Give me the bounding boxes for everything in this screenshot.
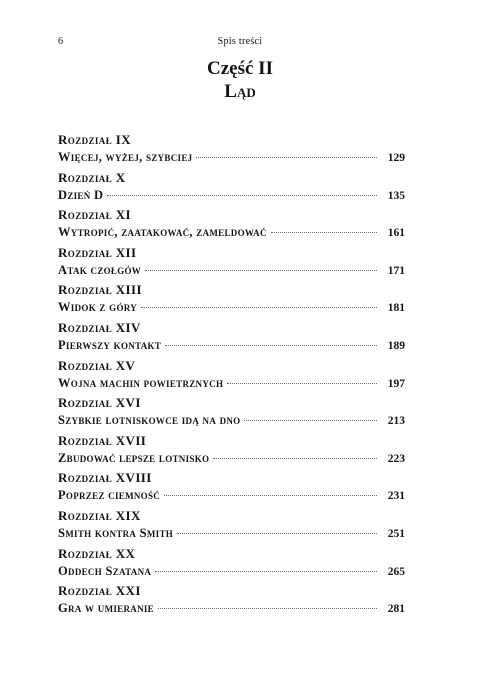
page-ref: 181 <box>387 302 405 315</box>
chapter-label: Rozdział XIX <box>58 507 141 523</box>
toc-entry[interactable] <box>58 320 405 358</box>
chapter-label: Rozdział XVII <box>58 432 147 448</box>
toc-entry[interactable] <box>58 395 405 433</box>
dot-leader <box>177 533 377 534</box>
title-row <box>58 337 405 353</box>
page-ref: 213 <box>387 415 405 428</box>
toc-entry[interactable] <box>58 433 405 471</box>
chapter-title: Zbudować lepsze lotnisko <box>58 450 210 465</box>
chapter-title: Wojna machin powietrznych <box>58 375 224 390</box>
title-row <box>58 262 405 278</box>
dot-leader <box>158 608 377 609</box>
page-ref: 265 <box>387 565 405 578</box>
chapter-title: Wytropić, zaatakować, zameldować <box>58 225 267 240</box>
chapter-label: Rozdział XI <box>58 207 131 223</box>
dot-leader <box>196 157 377 158</box>
chapter-title: Atak czołgów <box>58 262 142 277</box>
dot-leader <box>145 270 377 271</box>
dot-leader <box>155 571 377 572</box>
chapter-title: Poprzez ciemność <box>58 488 161 503</box>
chapter-title: Dzień D <box>58 187 104 202</box>
chapter-title: Widok z góry <box>58 300 138 315</box>
title-row <box>58 149 405 165</box>
page-ref: 171 <box>387 264 405 277</box>
running-head: Spis treści <box>217 36 263 47</box>
chapter-title: Oddech Szatana <box>58 563 152 578</box>
chapter-label: Rozdział XIII <box>58 282 142 298</box>
dot-leader <box>165 345 377 346</box>
toc-entry[interactable] <box>58 282 405 320</box>
toc-entry[interactable] <box>58 583 405 621</box>
title-row <box>58 224 405 240</box>
title-row <box>58 412 405 428</box>
dot-leader <box>227 383 377 384</box>
page-ref: 281 <box>387 603 405 616</box>
chapter-label: Rozdział XVI <box>58 395 141 411</box>
chapter-label: Rozdział XX <box>58 545 136 561</box>
chapter-title: Smith kontra Smith <box>58 525 174 540</box>
page-ref: 129 <box>387 152 405 164</box>
part-title: Część II <box>207 58 273 79</box>
title-row <box>58 563 405 579</box>
page-ref: 223 <box>387 452 405 465</box>
page-ref: 231 <box>387 490 405 503</box>
table-of-contents <box>58 132 405 621</box>
chapter-label: Rozdział XIV <box>58 319 141 335</box>
page-ref: 197 <box>387 377 405 390</box>
part-subtitle: Ląd <box>224 81 256 102</box>
dot-leader <box>107 195 377 196</box>
title-row <box>58 525 405 541</box>
chapter-label: Rozdział XII <box>58 244 137 260</box>
dot-leader <box>271 232 377 233</box>
toc-entry[interactable] <box>58 170 405 208</box>
toc-entry[interactable] <box>58 358 405 396</box>
dot-leader <box>141 307 377 308</box>
chapter-label: Rozdział XVIII <box>58 470 152 486</box>
toc-entry[interactable] <box>58 470 405 508</box>
dot-leader <box>213 458 377 459</box>
title-row <box>58 600 405 616</box>
chapter-label: Rozdział X <box>58 169 126 185</box>
chapter-label: Rozdział XV <box>58 357 136 373</box>
toc-entry[interactable] <box>58 245 405 283</box>
toc-entry[interactable] <box>58 508 405 546</box>
chapter-label: Rozdział XXI <box>58 583 141 599</box>
chapter-title: Szybkie lotniskowce idą na dno <box>58 413 241 428</box>
page-number: 6 <box>58 36 63 47</box>
title-row <box>58 487 405 503</box>
dot-leader <box>164 495 377 496</box>
dot-leader <box>244 420 377 421</box>
page-ref: 135 <box>387 189 405 202</box>
toc-entry[interactable] <box>58 132 405 170</box>
chapter-title: Pierwszy kontakt <box>58 337 162 352</box>
page-ref: 189 <box>387 339 405 352</box>
toc-entry[interactable] <box>58 207 405 245</box>
title-row <box>58 450 405 466</box>
chapter-title: Więcej, wyżej, szybciej <box>58 150 193 164</box>
title-row <box>58 375 405 391</box>
title-row <box>58 299 405 315</box>
chapter-label: Rozdział IX <box>58 132 131 147</box>
toc-entry[interactable] <box>58 546 405 584</box>
title-row <box>58 187 405 203</box>
chapter-title: Gra w umieranie <box>58 601 154 616</box>
page-ref: 161 <box>387 227 405 240</box>
page-ref: 251 <box>387 527 405 540</box>
